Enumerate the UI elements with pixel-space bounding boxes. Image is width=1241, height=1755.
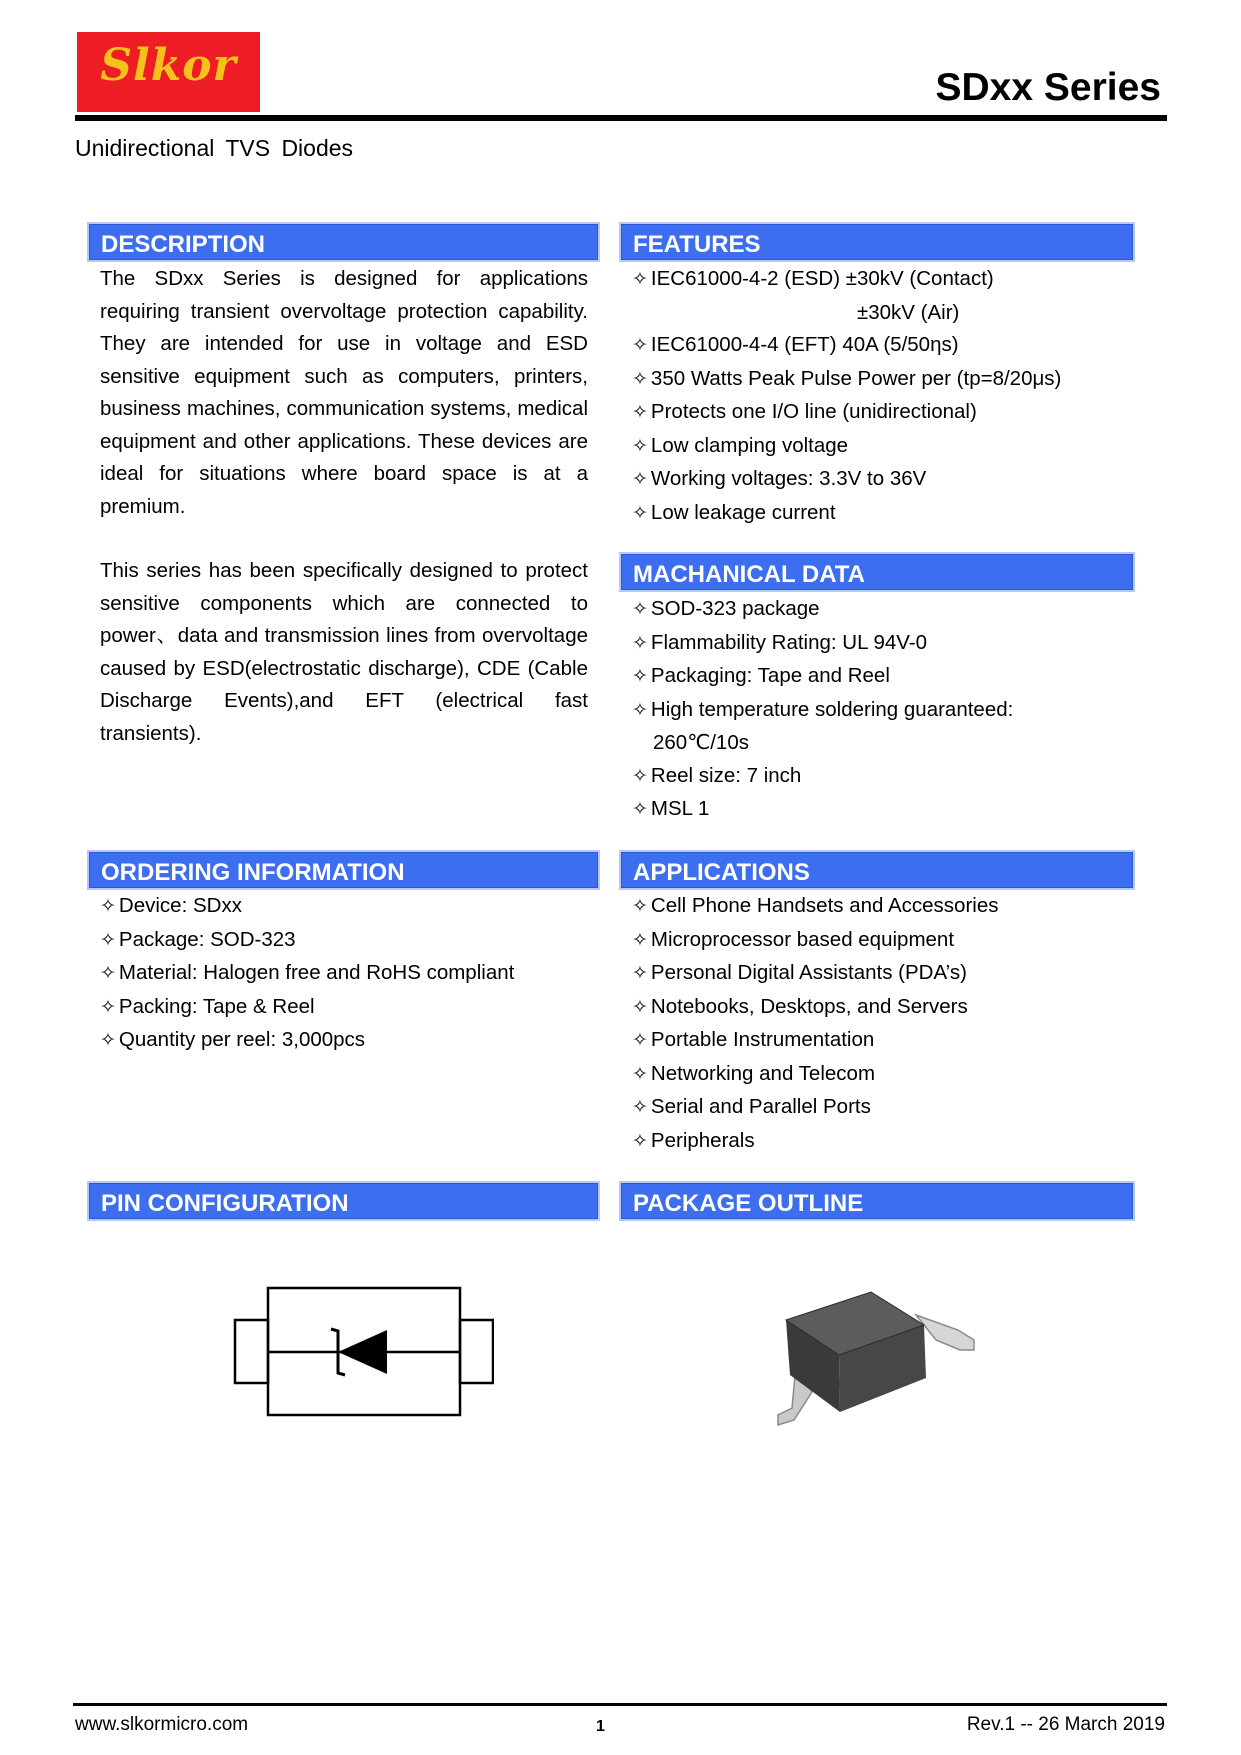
list-item: ✧ Microprocessor based equipment: [632, 924, 998, 958]
series-title: SDxx Series: [935, 66, 1161, 109]
logo-text: Slkor: [100, 40, 237, 91]
list-item: ✧ Flammability Rating: UL 94V-0: [632, 627, 1013, 661]
description-heading-label: DESCRIPTION: [101, 231, 266, 258]
list-item: ✧ Reel size: 7 inch: [632, 760, 1013, 794]
mechanical-data-heading: [619, 552, 1135, 592]
mechanical-data-heading-label: MACHANICAL DATA: [633, 561, 865, 588]
list-item: ✧ Packaging: Tape and Reel: [632, 660, 1013, 694]
description-paragraph-2: This series has been specifically designed to protect sensitive components which are connected to power、data and transmission lines from overvoltage caused by ESD(electrostatic discharge), CDE (Cable Discharge Events),and EFT (electrical fast transients).: [100, 559, 588, 745]
footer-divider: [73, 1703, 1167, 1706]
ordering-information-list: [100, 890, 514, 1058]
features-heading: [619, 222, 1135, 262]
applications-list: [632, 890, 998, 1158]
list-item: ✧ Serial and Parallel Ports: [632, 1091, 998, 1125]
header-divider: [75, 115, 1167, 121]
list-item: ✧ Working voltages: 3.3V to 36V: [632, 463, 1061, 497]
list-item: ✧ Low clamping voltage: [632, 430, 1061, 464]
tvs-diode-symbol-icon: [232, 1284, 494, 1418]
list-item: ✧ Package: SOD-323: [100, 924, 514, 958]
mechanical-data-list: [632, 593, 1013, 827]
list-item: ✧ Quantity per reel: 3,000pcs: [100, 1024, 514, 1058]
list-item: ±30kV (Air): [857, 300, 960, 324]
description-paragraph-1: The SDxx Series is designed for applications requiring transient overvoltage protection capability. They are intended for use in voltage and ESD sensitive equipment such as computers, printers, business machines, communication systems, medical equipment and other applications. These devices are ideal for situations where board space is at a premium.: [100, 267, 588, 518]
list-item: 260℃/10s: [653, 731, 749, 754]
package-outline-heading-label: PACKAGE OUTLINE: [633, 1190, 864, 1217]
ordering-information-heading: [87, 850, 600, 890]
document-subtitle: Unidirectional TVS Diodes: [75, 135, 354, 161]
list-item: ✧ Low leakage current: [632, 497, 1061, 531]
package-outline-heading: [619, 1181, 1135, 1221]
sod-323-package-icon: [766, 1280, 986, 1445]
list-item: ✧ 350 Watts Peak Pulse Power per (tp=8/20μs): [632, 363, 1061, 397]
pin-configuration-heading: [87, 1181, 600, 1221]
list-item: ✧ Device: SDxx: [100, 890, 514, 924]
company-logo: [77, 32, 260, 112]
list-item: ✧ MSL 1: [632, 793, 1013, 827]
list-item: ✧ Protects one I/O line (unidirectional): [632, 396, 1061, 430]
list-item: ✧ Material: Halogen free and RoHS compliant: [100, 957, 514, 991]
list-item: ✧ SOD-323 package: [632, 593, 1013, 627]
list-item: ✧ Portable Instrumentation: [632, 1024, 998, 1058]
pin-configuration-heading-label: PIN CONFIGURATION: [101, 1190, 349, 1217]
applications-heading-label: APPLICATIONS: [633, 859, 810, 886]
list-item: ✧ Peripherals: [632, 1125, 998, 1159]
list-item: ✧ High temperature soldering guaranteed:: [632, 694, 1013, 728]
list-item: ✧ Cell Phone Handsets and Accessories: [632, 890, 998, 924]
list-item: ✧ Networking and Telecom: [632, 1058, 998, 1092]
list-item: ✧ IEC61000-4-2 (ESD) ±30kV (Contact): [632, 263, 1061, 297]
features-list: [632, 263, 1061, 530]
description-heading: [87, 222, 600, 262]
page-number: 1: [596, 1718, 605, 1735]
list-item: ✧ Notebooks, Desktops, and Servers: [632, 991, 998, 1025]
list-item: ✧ IEC61000-4-4 (EFT) 40A (5/50ηs): [632, 329, 1061, 363]
revision-info: Rev.1 -- 26 March 2019: [966, 1714, 1165, 1735]
list-item: ✧ Packing: Tape & Reel: [100, 991, 514, 1025]
applications-heading: [619, 850, 1135, 890]
ordering-information-heading-label: ORDERING INFORMATION: [101, 859, 405, 886]
list-item: ✧ Personal Digital Assistants (PDA’s): [632, 957, 998, 991]
features-heading-label: FEATURES: [633, 231, 761, 258]
website-link[interactable]: www.slkormicro.com: [75, 1714, 249, 1735]
